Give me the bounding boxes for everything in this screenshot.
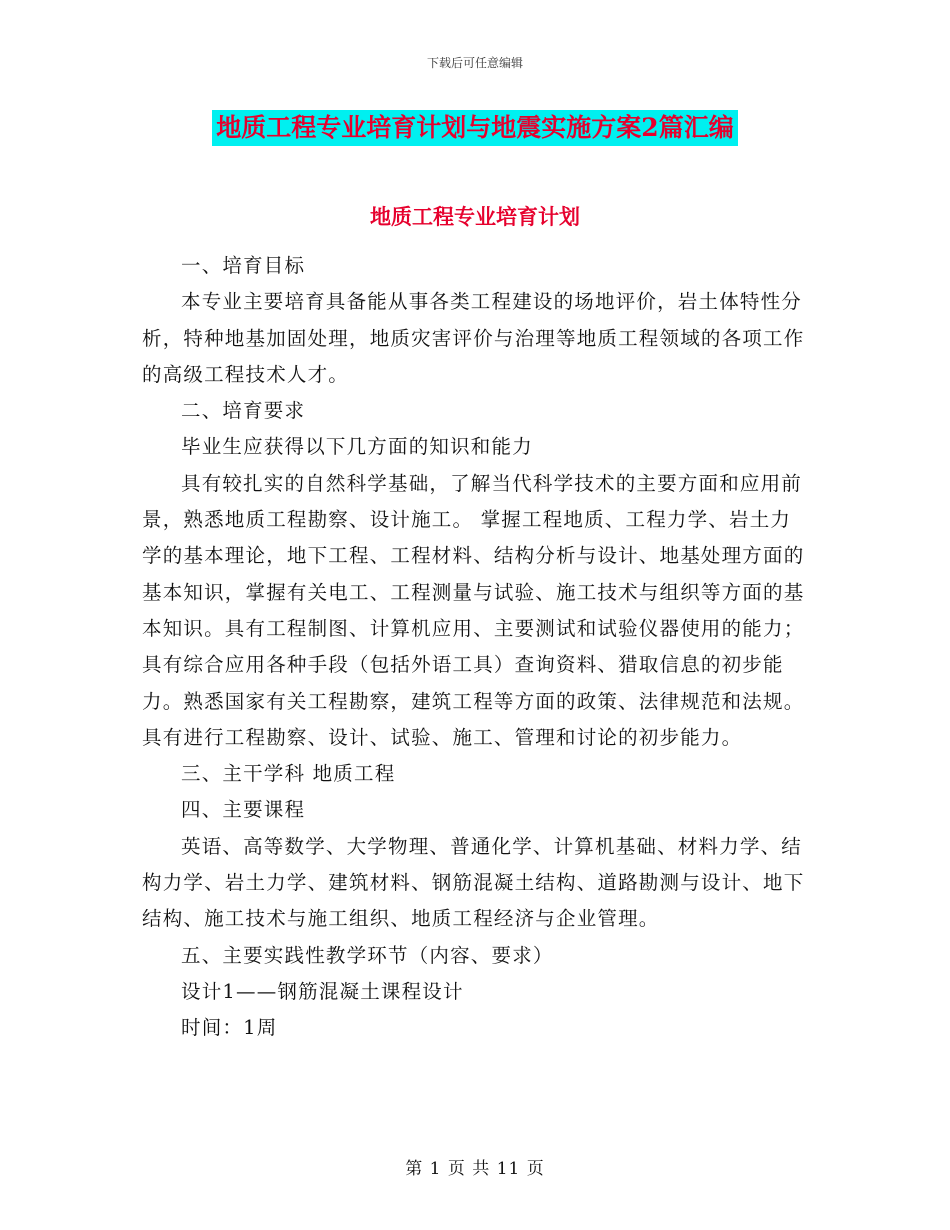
paragraph-main-courses: 英语、高等数学、大学物理、普通化学、计算机基础、材料力学、结构力学、岩土力学、建筑材料、钢筋混凝土结构、道路勘测与设计、地下结构、施工技术与施工组织、地质工程经济与企业管理。 — [142, 834, 805, 931]
document-title-container — [0, 110, 950, 146]
heading-training-goal: 一、培育目标 — [181, 254, 306, 277]
heading-training-requirements: 二、培育要求 — [181, 399, 306, 423]
heading-practice-links: 五、主要实践性教学环节（内容、要求） — [181, 943, 554, 967]
paragraph-training-goal: 本专业主要培育具备能从事各类工程建设的场地评价，岩土体特性分析，特种地基加固处理，地质灾害评价与治理等地质工程领域的各项工作的高级工程技术人才。 — [142, 290, 805, 386]
paragraph-requirements-detail: 具有较扎实的自然科学基础，了解当代科学技术的主要方面和应用前景，熟悉地质工程勘察、设计施工。 掌握工程地质、工程力学、岩土力学的基本理论，地下工程、工程材料、结构分析与设计、地基处理方面的基本知识，掌握有关电工、工程测量与试验、施工技术与组织等方面的基本知识。具有工程制图、计算机应用、主要测试和试验仪器使用的能力；具有综合应用各种手段（包括外语工具）查询资料、猎取信息的初步能力。熟悉国家有关工程勘察，建筑工程等方面的政策、法律规范和法规。具有进行工程勘察、设计、试验、施工、管理和讨论的初步能力。 — [142, 471, 805, 749]
document-body — [142, 248, 807, 1047]
section-title: 地质工程专业培育计划 — [370, 204, 580, 229]
paragraph-duration: 时间：1周 — [181, 1016, 278, 1040]
document-title: 地质工程专业培育计划与地震实施方案2篇汇编 — [212, 110, 737, 146]
heading-main-discipline: 三、主干学科 地质工程 — [181, 762, 396, 786]
paragraph-design-1: 设计1——钢筋混凝土课程设计 — [181, 979, 464, 1003]
paragraph-requirements-intro: 毕业生应获得以下几方面的知识和能力 — [181, 435, 533, 459]
page-footer: 第 1 页 共 11 页 — [405, 1159, 545, 1179]
header-note: 下载后可任意编辑 — [426, 56, 523, 70]
heading-main-courses: 四、主要课程 — [181, 798, 306, 822]
